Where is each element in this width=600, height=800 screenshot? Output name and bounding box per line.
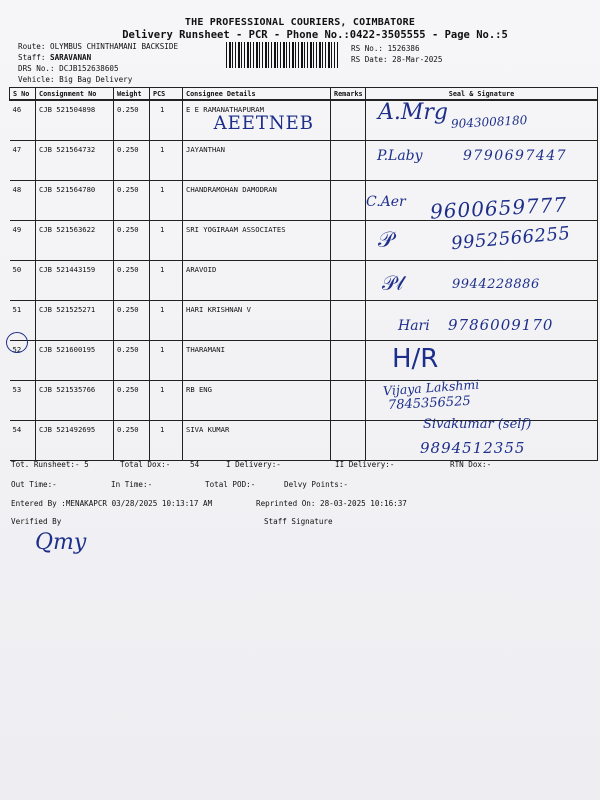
- cell-remarks: [331, 341, 366, 381]
- route-text: Route: OLYMBUS CHINTHAMANI BACKSIDE: [18, 42, 179, 51]
- rtn-dox: RTN Dox:-: [450, 460, 492, 469]
- cell-consignment-no: CJB 521564732: [36, 141, 114, 181]
- signature-row46: A.Mrg: [378, 100, 449, 125]
- rs-number: RS No.: 1526386: [351, 44, 420, 53]
- reprinted-on: Reprinted On: 28-03-2025 10:16:37: [256, 499, 407, 508]
- cell-weight: 0.250: [114, 141, 150, 181]
- cell-consignee: CHANDRAMOHAN DAMODRAN: [183, 181, 331, 221]
- signature-row51: Hari: [398, 318, 430, 334]
- col-weight-header: Weight: [114, 88, 150, 101]
- cell-consignment-no: CJB 521525271: [36, 301, 114, 341]
- cell-consignee: RB ENG: [183, 381, 331, 421]
- in-time: In Time:-: [111, 480, 153, 489]
- stamp-aeetneb: AEETNEB: [213, 112, 314, 134]
- phone-row49: 9952566255: [450, 222, 572, 255]
- cell-sno: 47: [10, 141, 36, 181]
- signature-row54: Sivakumar (self): [423, 417, 532, 432]
- cell-pcs: 1: [150, 421, 183, 461]
- verified-by-label: Verified By: [11, 517, 62, 526]
- company-title: THE PROFESSIONAL COURIERS, COIMBATORE: [184, 17, 416, 28]
- col-consignee-header: Consignee Details: [183, 88, 331, 101]
- staff-name: SARAVANAN: [50, 53, 92, 62]
- cell-weight: 0.250: [114, 261, 150, 301]
- phone-row53: 7845356525: [387, 393, 472, 414]
- cell-consignee: SIVA KUMAR: [183, 421, 331, 461]
- col-seal-header: Seal & Signature: [366, 88, 598, 101]
- cell-consignment-no: CJB 521600195: [36, 341, 114, 381]
- row52-circle-mark: [6, 332, 28, 353]
- table-row: [10, 381, 598, 421]
- signature-row48: C.Aer: [366, 194, 406, 210]
- cell-pcs: 1: [150, 141, 183, 181]
- tot-runsheet: Tot. Runsheet:- 5: [11, 460, 89, 469]
- phone-row46: 9043008180: [450, 113, 528, 131]
- cell-remarks: [331, 221, 366, 261]
- cell-weight: 0.250: [114, 221, 150, 261]
- entered-by: Entered By :MENAKAPCR 03/28/2025 10:13:17 AM: [11, 499, 213, 508]
- signature-row50: 𝒫𝓁: [382, 271, 404, 295]
- signature-row53: Vijaya Lakshmi: [382, 376, 480, 399]
- cell-consignee: JAYANTHAN: [183, 141, 331, 181]
- cell-consignment-no: CJB 521563622: [36, 221, 114, 261]
- table-header-row: [10, 88, 598, 101]
- cell-consignee: ARAVOID: [183, 261, 331, 301]
- total-dox-value: 54: [190, 460, 200, 469]
- phone-row48: 9600659777: [429, 192, 568, 224]
- runsheet-subtitle: Delivery Runsheet - PCR - Phone No.:0422-3505555 - Page No.:5: [122, 29, 508, 41]
- cell-remarks: [331, 181, 366, 221]
- col-sno-header: S No: [10, 88, 36, 101]
- staff-line: [18, 52, 91, 63]
- rs-date: RS Date: 28-Mar-2025: [351, 55, 443, 64]
- cell-weight: 0.250: [114, 100, 150, 141]
- cell-consignment-no: CJB 521492695: [36, 421, 114, 461]
- cell-sno: 48: [10, 181, 36, 221]
- cell-remarks: [331, 261, 366, 301]
- cell-consignee: THARAMANI: [183, 341, 331, 381]
- cell-pcs: 1: [150, 261, 183, 301]
- cell-sno: 49: [10, 221, 36, 261]
- out-time: Out Time:-: [11, 480, 57, 489]
- cell-weight: 0.250: [114, 421, 150, 461]
- cell-sno: 51: [10, 301, 36, 341]
- drs-number: DRS No.: DCJB152638605: [18, 64, 119, 73]
- verified-signature: Qmy: [35, 530, 87, 555]
- cell-consignment-no: CJB 521504898: [36, 100, 114, 141]
- cell-remarks: [331, 141, 366, 181]
- phone-row47: 9790697447: [463, 148, 568, 164]
- cell-pcs: 1: [150, 221, 183, 261]
- col-pcs-header: PCS: [150, 88, 183, 101]
- cell-remarks: [331, 100, 366, 141]
- col-consignment-header: Consignment No: [36, 88, 114, 101]
- cell-sno: 53: [10, 381, 36, 421]
- total-pod: Total POD:-: [205, 480, 256, 489]
- cell-consignee: HARI KRISHNAN V: [183, 301, 331, 341]
- cell-sno: 46: [10, 100, 36, 141]
- cell-pcs: 1: [150, 341, 183, 381]
- staff-label: Staff:: [18, 53, 46, 62]
- table-row: [10, 341, 598, 381]
- phone-row54: 9894512355: [420, 439, 526, 457]
- cell-pcs: 1: [150, 301, 183, 341]
- cell-consignment-no: CJB 521535766: [36, 381, 114, 421]
- cell-weight: 0.250: [114, 341, 150, 381]
- phone-row50: 9944228886: [452, 277, 540, 292]
- cell-sno: 50: [10, 261, 36, 301]
- cell-consignee: SRI YOGIRAAM ASSOCIATES: [183, 221, 331, 261]
- cell-remarks: [331, 421, 366, 461]
- cell-remarks: [331, 301, 366, 341]
- cell-pcs: 1: [150, 181, 183, 221]
- barcode-image: [226, 42, 338, 68]
- cell-weight: 0.250: [114, 381, 150, 421]
- cell-remarks: [331, 381, 366, 421]
- ii-delivery: II Delivery:-: [335, 460, 395, 469]
- cell-consignee: E E RAMANATHAPURAM: [183, 100, 331, 141]
- delvy-points: Delvy Points:-: [284, 480, 349, 489]
- cell-consignment-no: CJB 521564780: [36, 181, 114, 221]
- phone-row51: 9786009170: [448, 316, 554, 334]
- signature-row47: P.Laby: [377, 148, 423, 164]
- consignment-table: [9, 87, 598, 461]
- total-dox-label: Total Dox:-: [120, 460, 171, 469]
- col-remarks-header: Remarks: [331, 88, 366, 101]
- cell-pcs: 1: [150, 100, 183, 141]
- cell-sno: 54: [10, 421, 36, 461]
- cell-pcs: 1: [150, 381, 183, 421]
- vehicle-text: Vehicle: Big Bag Delivery: [18, 75, 133, 84]
- staff-signature-label: Staff Signature: [264, 517, 333, 526]
- cell-weight: 0.250: [114, 181, 150, 221]
- i-delivery: I Delivery:-: [226, 460, 281, 469]
- cell-weight: 0.250: [114, 301, 150, 341]
- signature-row49: 𝒫: [378, 228, 394, 253]
- cell-consignment-no: CJB 521443159: [36, 261, 114, 301]
- cell-sno: 52: [10, 341, 36, 381]
- signature-row52: H/R: [392, 344, 439, 374]
